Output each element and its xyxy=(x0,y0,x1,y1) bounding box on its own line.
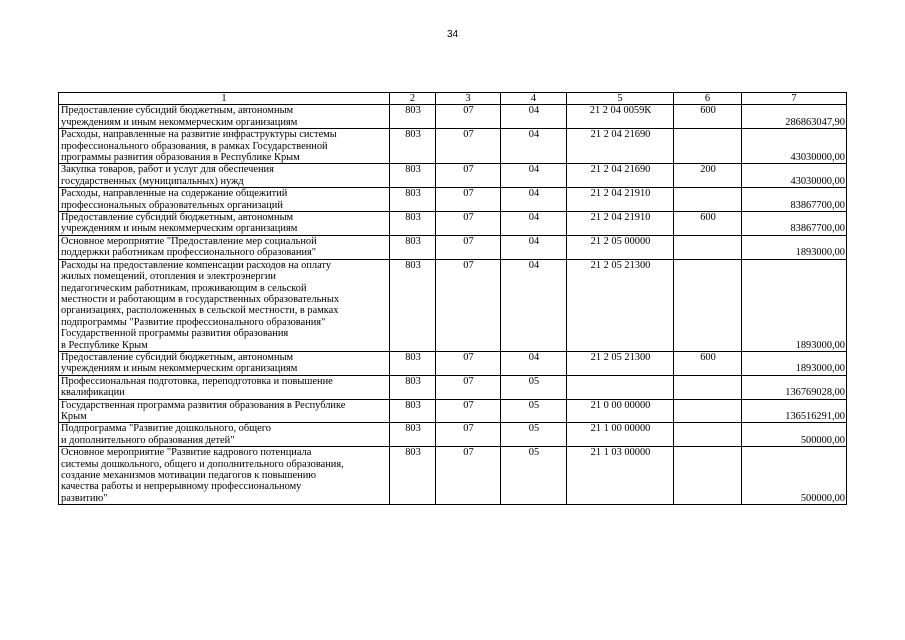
row-subsection-cell: 05 xyxy=(501,399,567,423)
row-section-cell: 07 xyxy=(436,351,501,375)
page-number: 34 xyxy=(446,29,459,40)
table-row xyxy=(59,259,847,351)
row-name-cell: Подпрограмма "Развитие дошкольного, общего и дополнительного образования детей" xyxy=(59,423,390,447)
row-grbs-cell: 803 xyxy=(390,351,436,375)
row-amount-cell: 1893000,00 xyxy=(742,235,847,259)
row-amount-cell: 500000,00 xyxy=(742,447,847,505)
row-grbs-cell: 803 xyxy=(390,212,436,236)
table-row xyxy=(59,212,847,236)
row-expense-type-cell xyxy=(674,188,742,212)
row-grbs-cell: 803 xyxy=(390,375,436,399)
row-grbs-cell: 803 xyxy=(390,259,436,351)
row-section-cell: 07 xyxy=(436,105,501,129)
header-cell: 3 xyxy=(436,93,501,105)
row-amount-cell: 43030000,00 xyxy=(742,164,847,188)
row-target-article-cell: 21 1 03 00000 xyxy=(567,447,674,505)
row-subsection-cell: 04 xyxy=(501,235,567,259)
table-row xyxy=(59,105,847,129)
row-amount-cell: 1893000,00 xyxy=(742,259,847,351)
table-row xyxy=(59,447,847,505)
row-target-article-cell: 21 0 00 00000 xyxy=(567,399,674,423)
row-subsection-cell: 04 xyxy=(501,351,567,375)
row-target-article-cell: 21 2 04 21690 xyxy=(567,129,674,164)
row-expense-type-cell xyxy=(674,375,742,399)
row-section-cell: 07 xyxy=(436,164,501,188)
row-expense-type-cell: 600 xyxy=(674,212,742,236)
row-grbs-cell: 803 xyxy=(390,235,436,259)
table-row xyxy=(59,423,847,447)
row-subsection-cell: 04 xyxy=(501,129,567,164)
row-amount-cell: 1893000,00 xyxy=(742,351,847,375)
row-name-cell: Расходы на предоставление компенсации расходов на оплату жилых помещений, отопления и электроэнергии педагогическим работникам, проживающим в сельской местности и работающим в государственных образовательных организациях, расположенных в сельской местности, в рамках подпрограммы "Развитие профессионального образования" Государственной программы развития образования в Республике Крым xyxy=(59,259,390,351)
row-subsection-cell: 05 xyxy=(501,375,567,399)
row-subsection-cell: 04 xyxy=(501,212,567,236)
row-expense-type-cell: 600 xyxy=(674,351,742,375)
row-name-cell: Закупка товаров, работ и услуг для обеспечения государственных (муниципальных) нужд xyxy=(59,164,390,188)
row-section-cell: 07 xyxy=(436,129,501,164)
budget-table xyxy=(58,92,847,505)
row-subsection-cell: 04 xyxy=(501,164,567,188)
row-subsection-cell: 05 xyxy=(501,423,567,447)
row-target-article-cell: 21 1 00 00000 xyxy=(567,423,674,447)
table-header-row xyxy=(59,93,847,105)
row-expense-type-cell xyxy=(674,259,742,351)
row-target-article-cell xyxy=(567,375,674,399)
table-row xyxy=(59,351,847,375)
row-target-article-cell: 21 2 05 00000 xyxy=(567,235,674,259)
row-name-cell: Предоставление субсидий бюджетным, автономным учреждениям и иным некоммерческим организациям xyxy=(59,212,390,236)
row-name-cell: Предоставление субсидий бюджетным, автономным учреждениям и иным некоммерческим организациям xyxy=(59,105,390,129)
table-row xyxy=(59,375,847,399)
header-cell: 5 xyxy=(567,93,674,105)
table-row xyxy=(59,188,847,212)
row-grbs-cell: 803 xyxy=(390,164,436,188)
row-target-article-cell: 21 2 04 21910 xyxy=(567,188,674,212)
row-section-cell: 07 xyxy=(436,399,501,423)
row-grbs-cell: 803 xyxy=(390,423,436,447)
row-amount-cell: 83867700,00 xyxy=(742,212,847,236)
row-section-cell: 07 xyxy=(436,212,501,236)
table-row xyxy=(59,235,847,259)
row-target-article-cell: 21 2 04 21690 xyxy=(567,164,674,188)
row-grbs-cell: 803 xyxy=(390,399,436,423)
row-expense-type-cell xyxy=(674,423,742,447)
row-section-cell: 07 xyxy=(436,375,501,399)
row-grbs-cell: 803 xyxy=(390,129,436,164)
row-name-cell: Основное мероприятие "Развитие кадрового потенциала системы дошкольного, общего и дополнительного образования, создание механизмов мотивации педагогов к повышению качества работы и непрерывному профессиональному развитию" xyxy=(59,447,390,505)
row-name-cell: Расходы, направленные на содержание общежитий профессиональных образовательных организаций xyxy=(59,188,390,212)
header-cell: 1 xyxy=(59,93,390,105)
row-target-article-cell: 21 2 04 0059К xyxy=(567,105,674,129)
header-cell: 4 xyxy=(501,93,567,105)
row-expense-type-cell xyxy=(674,399,742,423)
row-subsection-cell: 04 xyxy=(501,259,567,351)
row-amount-cell: 136769028,00 xyxy=(742,375,847,399)
row-expense-type-cell: 600 xyxy=(674,105,742,129)
header-cell: 7 xyxy=(742,93,847,105)
row-name-cell: Предоставление субсидий бюджетным, автономным учреждениям и иным некоммерческим организациям xyxy=(59,351,390,375)
row-subsection-cell: 04 xyxy=(501,188,567,212)
header-cell: 6 xyxy=(674,93,742,105)
row-name-cell: Государственная программа развития образования в Республике Крым xyxy=(59,399,390,423)
row-section-cell: 07 xyxy=(436,447,501,505)
row-grbs-cell: 803 xyxy=(390,105,436,129)
row-amount-cell: 136516291,00 xyxy=(742,399,847,423)
row-target-article-cell: 21 2 04 21910 xyxy=(567,212,674,236)
row-name-cell: Основное мероприятие "Предоставление мер социальной поддержки работникам профессионального образования" xyxy=(59,235,390,259)
row-name-cell: Профессиональная подготовка, переподготовка и повышение квалификации xyxy=(59,375,390,399)
row-expense-type-cell: 200 xyxy=(674,164,742,188)
row-section-cell: 07 xyxy=(436,259,501,351)
row-amount-cell: 43030000,00 xyxy=(742,129,847,164)
row-expense-type-cell xyxy=(674,129,742,164)
table-row xyxy=(59,399,847,423)
row-amount-cell: 500000,00 xyxy=(742,423,847,447)
row-subsection-cell: 05 xyxy=(501,447,567,505)
row-grbs-cell: 803 xyxy=(390,447,436,505)
table-body xyxy=(59,93,847,505)
table-row xyxy=(59,164,847,188)
header-cell: 2 xyxy=(390,93,436,105)
table-row xyxy=(59,129,847,164)
row-amount-cell: 83867700,00 xyxy=(742,188,847,212)
row-section-cell: 07 xyxy=(436,235,501,259)
row-section-cell: 07 xyxy=(436,423,501,447)
row-grbs-cell: 803 xyxy=(390,188,436,212)
row-target-article-cell: 21 2 05 21300 xyxy=(567,351,674,375)
row-subsection-cell: 04 xyxy=(501,105,567,129)
row-amount-cell: 286863047,90 xyxy=(742,105,847,129)
row-expense-type-cell xyxy=(674,447,742,505)
row-section-cell: 07 xyxy=(436,188,501,212)
row-expense-type-cell xyxy=(674,235,742,259)
row-name-cell: Расходы, направленные на развитие инфраструктуры системы профессионального образования, в рамках Государственной программы развития образования в Республике Крым xyxy=(59,129,390,164)
row-target-article-cell: 21 2 05 21300 xyxy=(567,259,674,351)
